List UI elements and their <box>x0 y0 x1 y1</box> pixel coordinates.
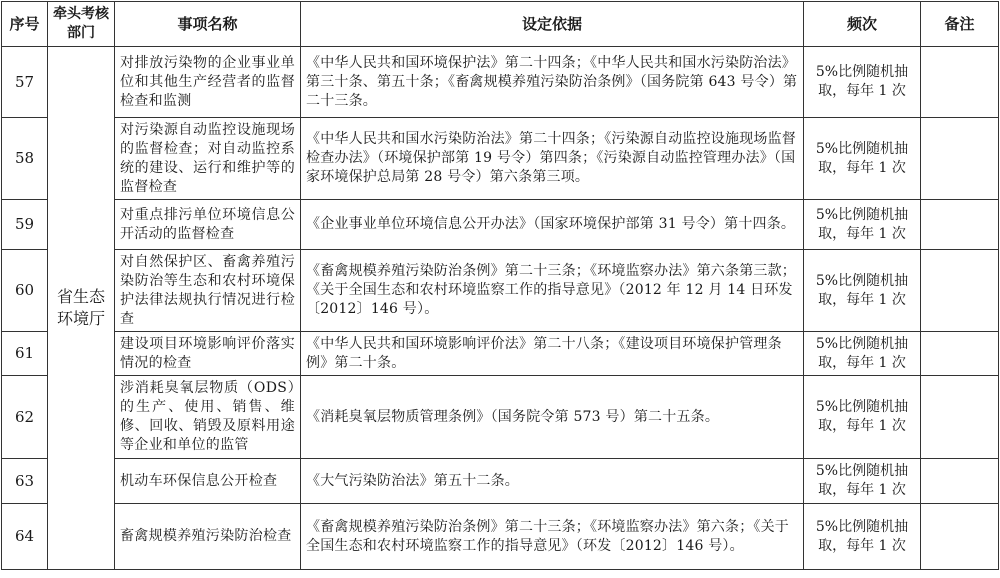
table-row <box>2 200 999 250</box>
row-number: 57 <box>2 47 48 118</box>
item-remark <box>921 250 999 332</box>
header-row <box>2 2 999 47</box>
item-frequency: 5%比例随机抽取，每年 1 次 <box>804 200 921 250</box>
header-freq: 频次 <box>804 2 921 47</box>
item-basis: 《畜禽规模养殖污染防治条例》第二十三条；《环境监察办法》第六条；《关于全国生态和农村环境监察工作的指导意见》（环发〔2012〕146 号）。 <box>301 504 804 570</box>
item-basis: 《中华人民共和国环境影响评价法》第二十八条；《建设项目环境保护管理条例》第二十条。 <box>301 332 804 376</box>
item-frequency: 5%比例随机抽取，每年 1 次 <box>804 376 921 459</box>
item-frequency: 5%比例随机抽取，每年 1 次 <box>804 459 921 504</box>
item-frequency: 5%比例随机抽取，每年 1 次 <box>804 118 921 200</box>
item-name: 涉消耗臭氧层物质（ODS）的生产、使用、销售、维修、回收、销毁及原料用途等企业和单位的监管 <box>115 376 301 459</box>
item-name: 对排放污染物的企业事业单位和其他生产经营者的监督检查和监测 <box>115 47 301 118</box>
header-remark: 备注 <box>921 2 999 47</box>
item-frequency: 5%比例随机抽取，每年 1 次 <box>804 250 921 332</box>
row-number: 58 <box>2 118 48 200</box>
department-cell: 省生态环境厅 <box>48 47 115 570</box>
table-row <box>2 250 999 332</box>
item-frequency: 5%比例随机抽取，每年 1 次 <box>804 332 921 376</box>
item-remark <box>921 47 999 118</box>
item-frequency: 5%比例随机抽取，每年 1 次 <box>804 47 921 118</box>
item-name: 建设项目环境影响评价落实情况的检查 <box>115 332 301 376</box>
item-remark <box>921 200 999 250</box>
item-name: 对重点排污单位环境信息公开活动的监督检查 <box>115 200 301 250</box>
item-basis: 《中华人民共和国水污染防治法》第二十四条；《污染源自动监控设施现场监督检查办法》（环境保护部第 19 号令）第四条；《污染源自动监控管理办法》（国家环境保护总局第 28 号令）第六条第三项。 <box>301 118 804 200</box>
header-dept: 牵头考核部门 <box>48 2 115 47</box>
table-row <box>2 332 999 376</box>
item-name: 机动车环保信息公开检查 <box>115 459 301 504</box>
item-basis: 《畜禽规模养殖污染防治条例》第二十三条；《环境监察办法》第六条第三款；《关于全国生态和农村环境监察工作的指导意见》（2012 年 12 月 14 日环发〔2012〕146 号）。 <box>301 250 804 332</box>
row-number: 59 <box>2 200 48 250</box>
row-number: 61 <box>2 332 48 376</box>
row-number: 62 <box>2 376 48 459</box>
inspection-items-table <box>1 1 999 570</box>
row-number: 60 <box>2 250 48 332</box>
table-row <box>2 47 999 118</box>
item-basis: 《消耗臭氧层物质管理条例》（国务院令第 573 号）第二十五条。 <box>301 376 804 459</box>
row-number: 64 <box>2 504 48 570</box>
table-row <box>2 118 999 200</box>
row-number: 63 <box>2 459 48 504</box>
table-row <box>2 459 999 504</box>
item-basis: 《企业事业单位环境信息公开办法》（国家环境保护部第 31 号令）第十四条。 <box>301 200 804 250</box>
item-name: 对自然保护区、畜禽养殖污染防治等生态和农村环境保护法律法规执行情况进行检查 <box>115 250 301 332</box>
table-row <box>2 376 999 459</box>
item-basis: 《中华人民共和国环境保护法》第二十四条；《中华人民共和国水污染防治法》第三十条、第五十条；《畜禽规模养殖污染防治条例》（国务院第 643 号令）第二十三条。 <box>301 47 804 118</box>
item-frequency: 5%比例随机抽取，每年 1 次 <box>804 504 921 570</box>
header-basis: 设定依据 <box>301 2 804 47</box>
item-remark <box>921 332 999 376</box>
header-seq: 序号 <box>2 2 48 47</box>
item-name: 畜禽规模养殖污染防治检查 <box>115 504 301 570</box>
item-remark <box>921 504 999 570</box>
header-name: 事项名称 <box>115 2 301 47</box>
item-remark <box>921 459 999 504</box>
item-remark <box>921 376 999 459</box>
item-name: 对污染源自动监控设施现场的监督检查；对自动监控系统的建设、运行和维护等的监督检查 <box>115 118 301 200</box>
table-row <box>2 504 999 570</box>
item-remark <box>921 118 999 200</box>
item-basis: 《大气污染防治法》第五十二条。 <box>301 459 804 504</box>
